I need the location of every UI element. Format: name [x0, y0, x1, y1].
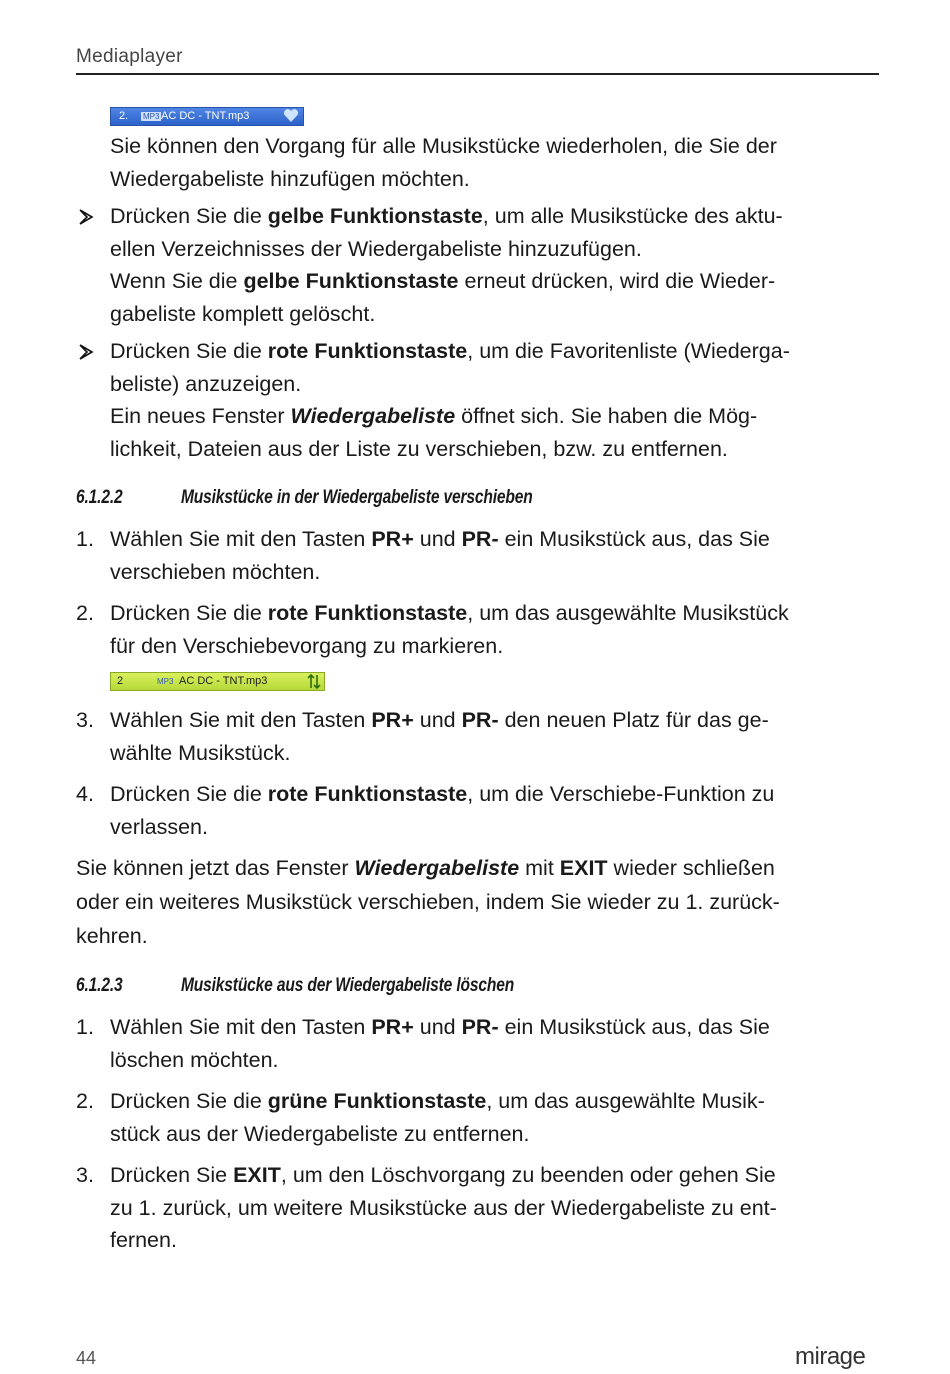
bullet-arrow-icon	[78, 344, 94, 360]
move-step-2: Drücken Sie die rote Funktionstaste, um das ausgewählte Musikstück für den Verschiebevorgang zu markieren.	[110, 601, 789, 658]
entry-filename: AC DC - TNT.mp3	[161, 110, 250, 122]
running-header: Mediaplayer	[76, 46, 183, 67]
delete-step-3: Drücken Sie EXIT, um den Löschvorgang zu beenden oder gehen Sie zu 1. zurück, um weitere Musikstücke aus der Wiedergabeliste zu ent- fernen.	[110, 1163, 777, 1252]
intro-text: Sie können den Vorgang für alle Musikstücke wiederholen, die Sie der Wiedergabeliste hinzufügen möchten.	[110, 134, 777, 191]
step-number: 3.	[76, 708, 94, 732]
mp3-tag: MP3	[143, 112, 160, 121]
section-heading-move	[76, 487, 533, 509]
step-number: 2.	[76, 1089, 94, 1113]
step-number: 3.	[76, 1163, 94, 1187]
step-number: 2.	[76, 601, 94, 625]
delete-step-2: Drücken Sie die grüne Funktionstaste, um das ausgewählte Musik- stück aus der Wiedergabeliste zu entfernen.	[110, 1089, 765, 1146]
move-outro-paragraph: Sie können jetzt das Fenster Wiedergabeliste mit EXIT wieder schließen oder ein weiteres Musikstück verschieben, indem Sie wieder zu 1. zurück- kehren.	[76, 856, 780, 948]
intro-paragraph	[110, 130, 880, 195]
heart-icon	[283, 108, 299, 126]
step-number: 1.	[76, 527, 94, 551]
section-number: 6.1.2.3	[76, 975, 123, 996]
move-step-3: Wählen Sie mit den Tasten PR+ und PR- den neuen Platz für das ge- wählte Musikstück.	[110, 708, 769, 765]
section-heading-delete	[76, 975, 514, 997]
section-title: Musikstücke in der Wiedergabeliste verschieben	[180, 487, 533, 508]
playlist-entry-screenshot-move	[110, 672, 325, 691]
bullet-yellow-key: Drücken Sie die gelbe Funktionstaste, um alle Musikstücke des aktu- ellen Verzeichnisses der Wiedergabeliste hinzuzufügen. Wenn Sie die gelbe Funktionstaste erneut drücken, wird die Wieder- gabeliste komplett gelöscht.	[110, 204, 783, 326]
entry-number: 2.	[119, 110, 129, 122]
bullet-red-key: Drücken Sie die rote Funktionstaste, um die Favoritenliste (Wiederga- beliste) anzuzeigen. Ein neues Fenster Wiedergabeliste öffnet sich. Sie haben die Mög- lichkeit, Dateien aus der Liste zu verschieben, bzw. zu entfernen.	[110, 339, 790, 461]
move-step-4: Drücken Sie die rote Funktionstaste, um die Verschiebe-Funktion zu verlassen.	[110, 782, 775, 839]
brand-logo: mirage	[795, 1343, 866, 1370]
move-step-1: Wählen Sie mit den Tasten PR+ und PR- ein Musikstück aus, das Sie verschieben möchten.	[110, 527, 770, 584]
mp3-tag: MP3	[157, 677, 174, 686]
section-number: 6.1.2.2	[76, 487, 123, 508]
move-arrows-icon	[307, 673, 321, 693]
bullet-arrow-icon	[78, 209, 94, 225]
delete-step-1: Wählen Sie mit den Tasten PR+ und PR- ein Musikstück aus, das Sie löschen möchten.	[110, 1015, 770, 1072]
header-rule	[76, 73, 879, 75]
page-number: 44	[76, 1348, 97, 1368]
step-number: 4.	[76, 782, 94, 806]
section-title: Musikstücke aus der Wiedergabeliste löschen	[180, 975, 515, 996]
entry-filename: AC DC - TNT.mp3	[179, 675, 268, 687]
step-number: 1.	[76, 1015, 94, 1039]
entry-number: 2	[117, 675, 124, 687]
playlist-entry-screenshot-favorite	[110, 107, 304, 126]
